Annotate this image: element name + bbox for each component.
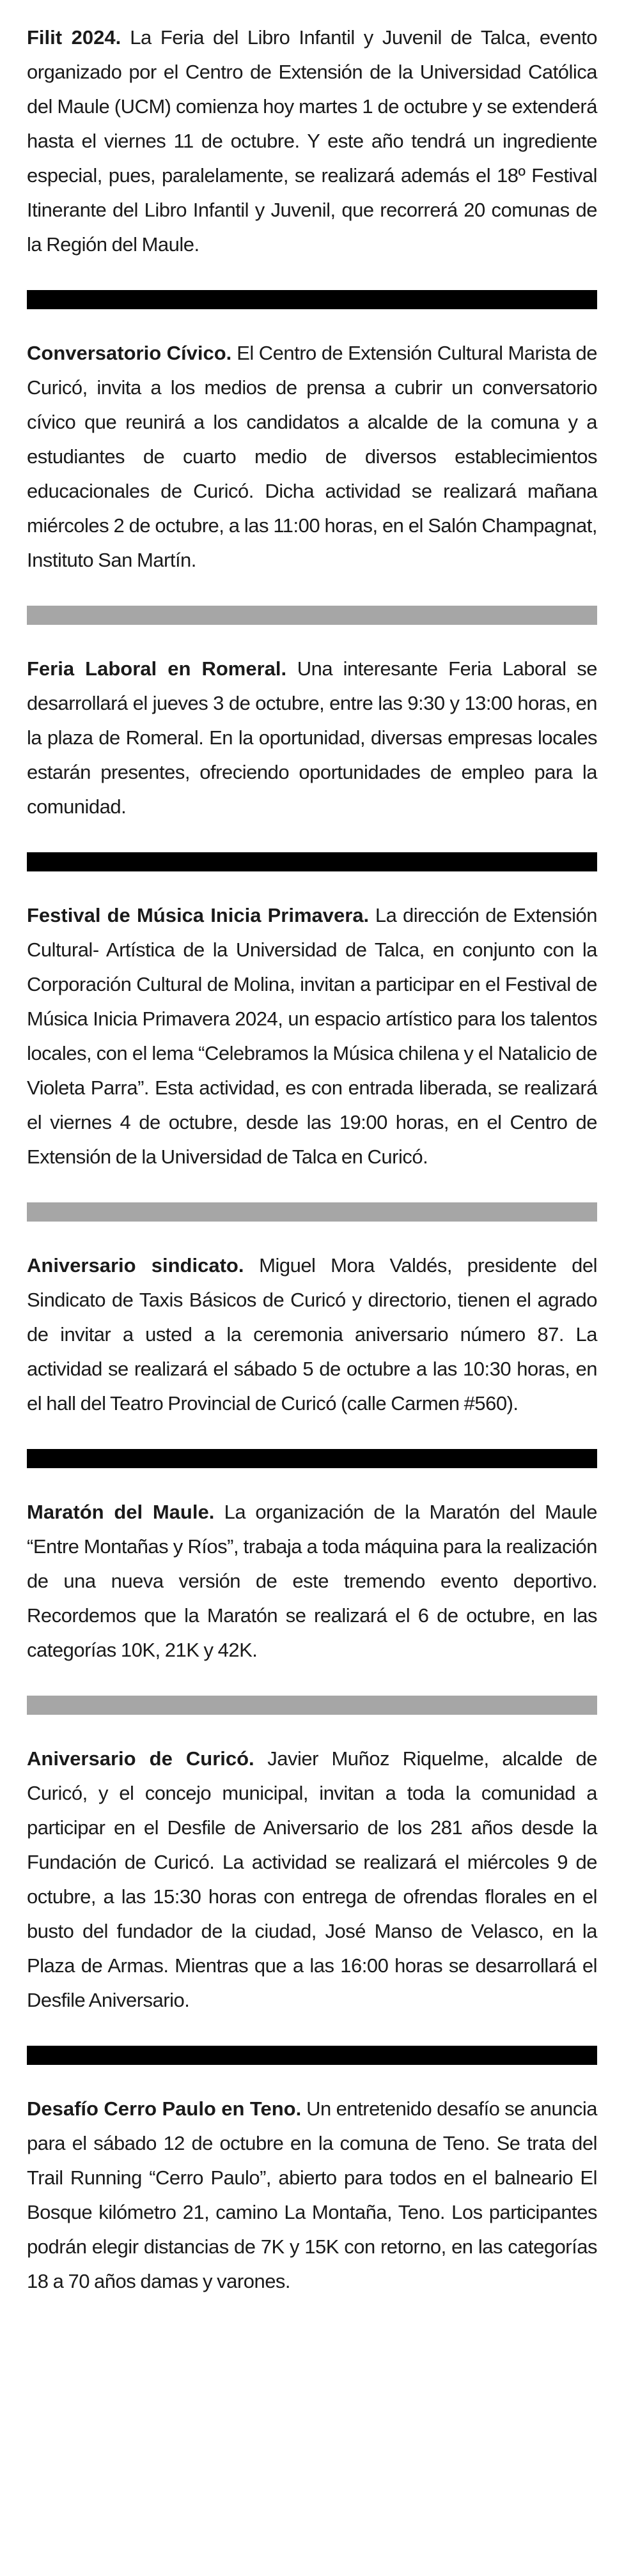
article-body: El Centro de Extensión Cultural Marista de Curicó, invita a los medios de prensa a cubrir un conversatorio cívico que reunirá a los candidatos a alcalde de la comuna y a estudiantes de cuarto medio de diversos establecimientos educacionales de Curicó. Dicha actividad se realizará mañana miércoles 2 de octubre, a las 11:00 horas, en el Salón Champagnat, Instituto San Martín. bbox=[27, 342, 597, 571]
article-festival-musica bbox=[27, 898, 597, 1174]
article-aniversario-sindicato bbox=[27, 1248, 597, 1421]
article-body: Javier Muñoz Riquelme, alcalde de Curicó, y el concejo municipal, invitan a toda la comunidad a participar en el Desfile de Aniversario de los 281 años desde la Fundación de Curicó. La actividad se realizará el miércoles 9 de octubre, a las 15:30 horas con entrega de ofrendas florales en el busto del fundador de la ciudad, José Manso de Velasco, en la Plaza de Armas. Mientras que a las 16:00 horas se desarrollará el Desfile Aniversario. bbox=[27, 1747, 597, 2011]
article-maraton-maule bbox=[27, 1495, 597, 1667]
article-body: Miguel Mora Valdés, presidente del Sindicato de Taxis Básicos de Curicó y directorio, tienen el agrado de invitar a usted a la ceremonia aniversario número 87. La actividad se realizará el sábado 5 de octubre a las 10:30 horas, en el hall del Teatro Provincial de Curicó (calle Carmen #560). bbox=[27, 1254, 597, 1414]
article-feria-laboral bbox=[27, 652, 597, 824]
article-title: Aniversario de Curicó. bbox=[27, 1747, 254, 1770]
article-body: La Feria del Libro Infantil y Juvenil de Talca, evento organizado por el Centro de Extensión de la Universidad Católica del Maule (UCM) comienza hoy martes 1 de octubre y se extenderá hasta el viernes 11 de octubre. Y este año tendrá un ingrediente especial, pues, paralelamente, se realizará además el 18º Festival Itinerante del Libro Infantil y Juvenil, que recorrerá 20 comunas de la Región del Maule. bbox=[27, 26, 597, 256]
article-title: Filit 2024. bbox=[27, 26, 121, 49]
article-title: Aniversario sindicato. bbox=[27, 1254, 244, 1276]
separator-bar bbox=[27, 1449, 597, 1468]
article-desafio-cerro-paulo bbox=[27, 2092, 597, 2299]
article-title: Feria Laboral en Romeral. bbox=[27, 657, 287, 680]
separator-bar bbox=[27, 290, 597, 309]
article-body: La dirección de Extensión Cultural- Artística de la Universidad de Talca, en conjunto con la Corporación Cultural de Molina, invitan a participar en el Festival de Música Inicia Primavera 2024, un espacio artístico para los talentos locales, con el lema “Celebramos la Música chilena y el Natalicio de Violeta Parra”. Esta actividad, es con entrada liberada, se realizará el viernes 4 de octubre, desde las 19:00 horas, en el Centro de Extensión de la Universidad de Talca en Curicó. bbox=[27, 904, 597, 1168]
separator-bar bbox=[27, 1696, 597, 1715]
separator-bar bbox=[27, 852, 597, 871]
article-conversatorio-civico bbox=[27, 336, 597, 578]
article-aniversario-curico bbox=[27, 1742, 597, 2018]
article-title: Maratón del Maule. bbox=[27, 1501, 215, 1523]
article-title: Desafío Cerro Paulo en Teno. bbox=[27, 2097, 302, 2120]
article-body: La organización de la Maratón del Maule “Entre Montañas y Ríos”, trabaja a toda máquina para la realización de una nueva versión de este tremendo evento deportivo. Recordemos que la Maratón se realizará el 6 de octubre, en las categorías 10K, 21K y 42K. bbox=[27, 1501, 598, 1661]
article-title: Festival de Música Inicia Primavera. bbox=[27, 904, 370, 926]
separator-bar bbox=[27, 606, 597, 625]
article-body: Un entretenido desafío se anuncia para el sábado 12 de octubre en la comuna de Teno. Se trata del Trail Running “Cerro Paulo”, abierto para todos en el balneario El Bosque kilómetro 21, camino La Montaña, Teno. Los participantes podrán elegir distancias de 7K y 15K con retorno, en las categorías 18 a 70 años damas y varones. bbox=[27, 2097, 597, 2292]
separator-bar bbox=[27, 2046, 597, 2065]
article-filit-2024 bbox=[27, 20, 597, 262]
separator-bar bbox=[27, 1202, 597, 1222]
article-title: Conversatorio Cívico. bbox=[27, 342, 232, 364]
article-body: Una interesante Feria Laboral se desarrollará el jueves 3 de octubre, entre las 9:30 y 13:00 horas, en la plaza de Romeral. En la oportunidad, diversas empresas locales estarán presentes, ofreciendo oportunidades de empleo para la comunidad. bbox=[27, 657, 597, 818]
